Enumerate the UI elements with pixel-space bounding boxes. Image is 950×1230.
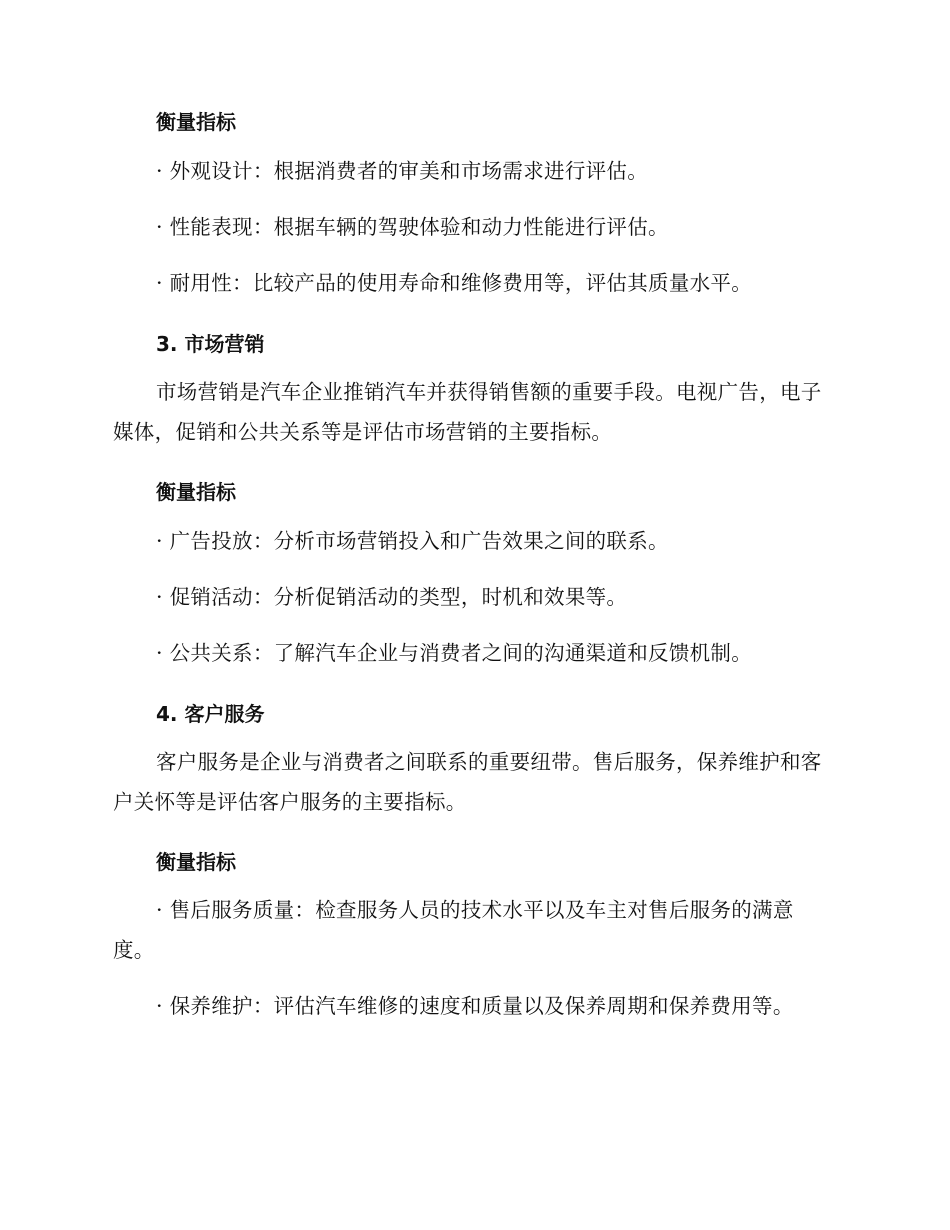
bullet-item: · 保养维护：评估汽车维修的速度和质量以及保养周期和保养费用等。 xyxy=(156,994,794,1018)
bullet-item: · 性能表现：根据车辆的驾驶体验和动力性能进行评估。 xyxy=(156,215,669,239)
bullet-item: · 促销活动：分析促销活动的类型，时机和效果等。 xyxy=(156,585,628,609)
section-title-marketing: 3. 市场营销 xyxy=(156,332,265,356)
bullet-item: · 公共关系：了解汽车企业与消费者之间的沟通渠道和反馈机制。 xyxy=(156,641,753,665)
section-paragraph-customer-service: 客户服务是企业与消费者之间联系的重要纽带。售后服务，保养维护和客户关怀等是评估客户服务的主要指标。 xyxy=(113,750,822,814)
bullet-item: · 售后服务质量：检查服务人员的技术水平以及车主对售后服务的满意度。 xyxy=(113,898,794,962)
bullet-item: · 耐用性：比较产品的使用寿命和维修费用等，评估其质量水平。 xyxy=(156,271,753,295)
document-page xyxy=(113,108,833,1027)
metric-heading: 衡量指标 xyxy=(156,110,236,134)
metric-heading: 衡量指标 xyxy=(156,480,236,504)
bullet-item: · 广告投放：分析市场营销投入和广告效果之间的联系。 xyxy=(156,529,669,553)
metric-heading: 衡量指标 xyxy=(156,850,236,874)
section-title-customer-service: 4. 客户服务 xyxy=(156,702,265,726)
bullet-item: · 外观设计：根据消费者的审美和市场需求进行评估。 xyxy=(156,159,649,183)
section-paragraph-marketing: 市场营销是汽车企业推销汽车并获得销售额的重要手段。电视广告，电子媒体，促销和公共关系等是评估市场营销的主要指标。 xyxy=(113,380,822,444)
